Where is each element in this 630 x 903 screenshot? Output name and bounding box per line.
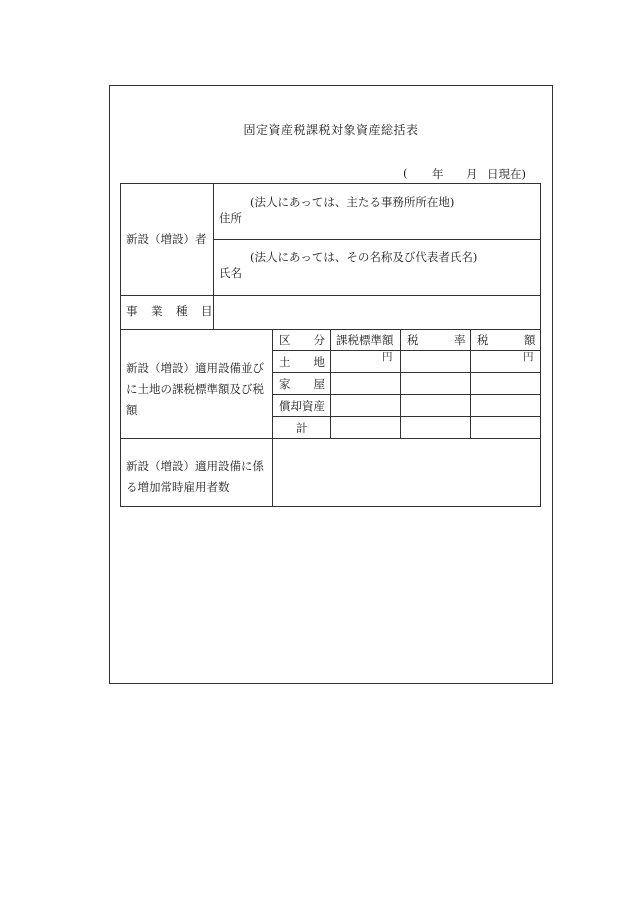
date-year-label: 年: [432, 167, 444, 181]
name-note: (法人にあっては、その名称及び代表者氏名): [250, 250, 478, 264]
divider-row-depreciable: [272, 416, 541, 417]
date-open-paren: (: [403, 166, 408, 180]
business-type-label: 事 業 種 目: [126, 304, 214, 318]
document-title: 固定資産税課税対象資産総括表: [243, 123, 419, 137]
table-border-bottom: [120, 506, 541, 507]
header-tax-amount-second: 額: [524, 333, 536, 347]
applicant-label: 新設（増設）者: [126, 232, 207, 246]
tax-base-yen-unit: 円: [382, 351, 393, 363]
divider-row-land: [272, 372, 541, 373]
header-tax-rate-first: 税: [407, 333, 419, 347]
date-day-label: 日現在): [487, 167, 526, 181]
address-label: 住所: [219, 211, 242, 225]
row-category-depreciable: 償却資産: [279, 399, 325, 413]
divider-assets-employees: [120, 438, 541, 439]
assets-section-label: 新設（増設）適用設備並び に土地の課税標準額及び税 額: [126, 361, 264, 417]
header-tax-rate-second: 率: [454, 333, 466, 347]
divider-col-tax-base: [400, 329, 401, 439]
row-category-house: 家 屋: [279, 377, 325, 391]
table-border-top: [120, 183, 541, 184]
header-tax-amount-first: 税: [477, 333, 489, 347]
table-border-left: [120, 183, 121, 507]
tax-amount-yen-unit: 円: [523, 351, 534, 363]
divider-row-header: [272, 350, 541, 351]
name-label: 氏名: [219, 266, 242, 280]
employees-label: 新設（増設）適用設備に係 る増加常時雇用者数: [126, 459, 264, 494]
divider-address-name: [213, 239, 541, 240]
divider-applicant-business: [120, 295, 541, 296]
address-note: (法人にあっては、主たる事務所所在地): [250, 195, 455, 209]
divider-col-category: [330, 329, 331, 439]
divider-col-tax-rate: [470, 329, 471, 439]
header-tax-base: 課税標準額: [336, 333, 394, 347]
header-category: 区 分: [279, 333, 325, 347]
table-border-right: [540, 183, 541, 507]
row-category-total: 計: [296, 421, 308, 435]
divider-assets-label: [272, 329, 273, 507]
row-category-land: 土 地: [279, 355, 325, 369]
divider-row-house: [272, 394, 541, 395]
date-month-label: 月: [466, 167, 478, 181]
